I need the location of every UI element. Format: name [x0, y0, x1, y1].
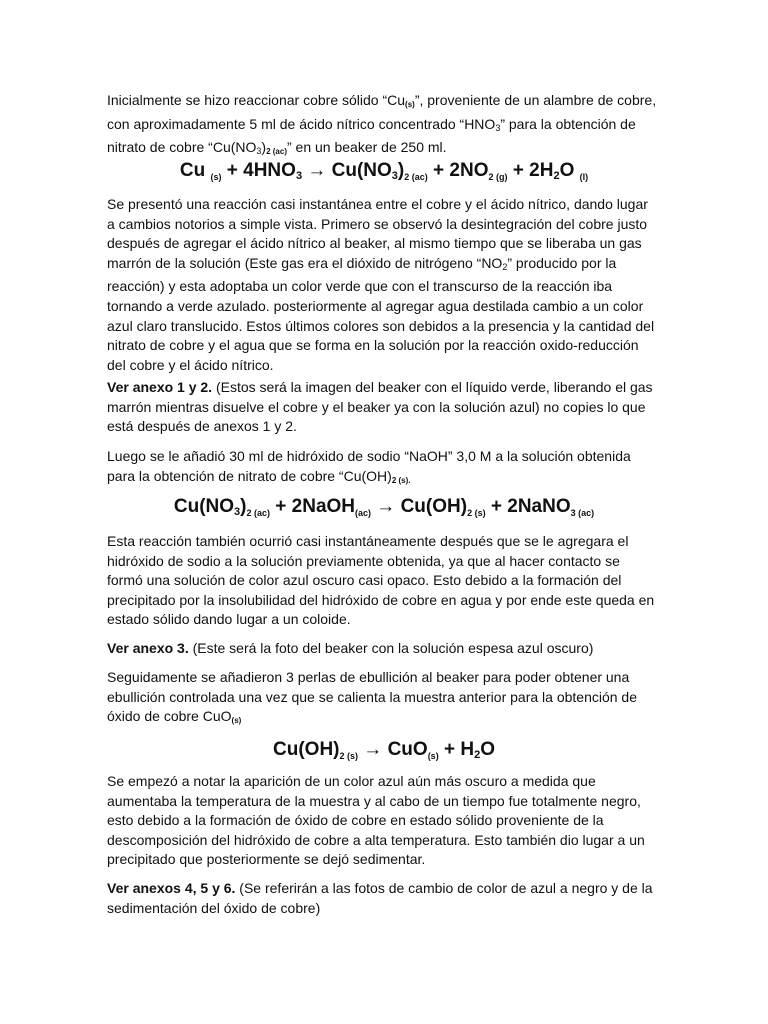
subscript: 2 (ac): [266, 147, 287, 157]
eq-text: + 2NaNO: [485, 496, 571, 517]
eq-text: + 4HNO: [221, 160, 296, 181]
eq-text: + 2H: [507, 160, 554, 181]
eq-subscript: (s): [210, 172, 222, 182]
annex-3-note: [107, 639, 659, 659]
eq-subscript: 2 (s): [339, 751, 359, 761]
eq-text: Cu(NO: [173, 496, 235, 517]
text-run: (Este será la foto del beaker con la solución espesa azul oscuro): [188, 640, 594, 656]
subscript: 3: [495, 122, 501, 133]
eq-subscript: 2: [553, 170, 560, 182]
text-run: Seguidamente se añadieron 3 perlas de ebullición al beaker para poder obtener una ebullición controlada una vez que se calienta la muestra anterior para la obtención de óxido de cobre CuO: [107, 669, 638, 725]
eq-subscript: (s): [427, 751, 439, 761]
subscript: 2 (s).: [391, 475, 411, 485]
eq-subscript: 3: [295, 170, 303, 182]
eq-subscript: 2 (ac): [404, 172, 428, 182]
eq-text: + H: [438, 739, 475, 760]
eq-text: ): [240, 496, 247, 517]
eq-text: + 2NO: [427, 160, 489, 181]
subscript: (s): [231, 716, 242, 726]
eq-subscript: 2: [474, 749, 481, 761]
eq-subscript: 2 (ac): [246, 508, 270, 518]
eq-subscript: 3 (ac): [570, 508, 595, 518]
text-run: Luego se le añadió 30 ml de hidróxido de sodio “NaOH” 3,0 M a la solución obtenida para la obtención de nitrato de cobre “Cu(OH): [107, 448, 631, 484]
decomposition-paragraph: [107, 772, 659, 870]
eq-text: Cu: [179, 160, 211, 181]
annex-reference: Ver anexo 3.: [107, 640, 189, 656]
eq-text: O: [480, 739, 495, 760]
subscript: (s): [405, 100, 415, 109]
annex-reference: Ver anexos 4, 5 y 6.: [107, 880, 236, 896]
text-run: Se empezó a notar la aparición de un color azul aún más oscuro a medida que aumentaba la temperatura de la muestra y al cabo de un tiempo fue totalmente negro, esto debido a la formación de óxido de cobre en estado sólido proveniente de la descomposición del hidróxido de cobre a alta temperatura. Esto también dio lugar a un precipitado que posteriormente se dejó sedimentar.: [107, 773, 645, 868]
text-run: ): [261, 139, 267, 156]
eq-text: → CuO: [358, 739, 428, 760]
annex-1-2-note: [107, 378, 659, 437]
subscript: 3: [256, 146, 262, 157]
eq-subscript: 2 (g): [488, 172, 508, 182]
text-run: (Se referirán a las fotos de cambio de color de azul a negro y de la sedimentación del óxido de cobre): [107, 880, 653, 916]
eq-text: Cu(OH): [273, 739, 340, 760]
eq-text: O: [559, 160, 580, 181]
equation-2: [0, 494, 768, 526]
annex-4-5-6-note: [107, 879, 659, 918]
eq-text: → Cu(NO: [302, 160, 392, 181]
annex-reference: Ver anexo 1 y 2.: [107, 379, 213, 395]
eq-text: → Cu(OH): [371, 496, 468, 517]
subscript: 2: [502, 261, 508, 272]
intro-paragraph: [107, 91, 659, 162]
equation-1: [0, 158, 768, 190]
equation-3: [0, 737, 768, 769]
observation-paragraph: [107, 195, 659, 375]
precipitate-paragraph: [107, 532, 659, 630]
naoh-paragraph: [107, 447, 659, 490]
eq-subscript: (ac): [355, 508, 372, 518]
text-run: ” para la obtención de nitrato de cobre “Cu(NO: [107, 115, 636, 156]
eq-subscript: (l): [579, 172, 589, 182]
text-run: Inicialmente se hizo reaccionar cobre sólido “Cu: [107, 92, 406, 108]
text-run: (Estos será la imagen del beaker con el líquido verde, liberando el gas marrón mientras disuelve el cobre y el beaker ya con la solución azul) no copies lo que está después de anexos 1 y 2.: [107, 379, 653, 435]
text-run: ” en un beaker de 250 ml.: [287, 139, 447, 156]
eq-text: + 2NaOH: [270, 496, 356, 517]
boiling-paragraph: [107, 668, 659, 731]
text-run: ” producido por la reacción) y esta adoptaba un color verde que con el transcurso de la reacción iba tornando a verde azulado. posteriormente al agregar agua destilada cambio a un color azul claro translucido. Estos últimos colores son debidos a la presencia y la cantidad del nitrato de cobre y el agua que se forma en la solución por la reacción oxido-reducción del cobre y el ácido nítrico.: [107, 254, 655, 373]
eq-subscript: 3: [391, 170, 398, 182]
eq-subscript: 2 (s): [467, 508, 486, 518]
text-run: ”, proveniente de un alambre de cobre, con aproximadamente 5 ml de ácido nítrico concentrado “HNO: [107, 92, 657, 132]
eq-subscript: 3: [234, 506, 241, 518]
text-run: Se presentó una reacción casi instantánea entre el cobre y el ácido nítrico, dando lugar a cambios notorios a simple vista. Primero se observó la desintegración del cobre justo después de agregar el ácido nítrico al beaker, al mismo tiempo que se liberaba un gas marrón de la solución (Este gas era el dióxido de nitrógeno “NO: [107, 196, 648, 271]
eq-text: ): [397, 160, 405, 181]
text-run: Esta reacción también ocurrió casi instantáneamente después que se le agregara el hidróxido de sodio a la solución previamente obtenida, ya que al hacer contacto se formó una solución de color azul oscuro casi opaco. Esto debido a la formación del precipitado por la insolubilidad del hidróxido de cobre en agua y por ende este queda en estado sólido dando lugar a un coloide.: [107, 533, 655, 628]
